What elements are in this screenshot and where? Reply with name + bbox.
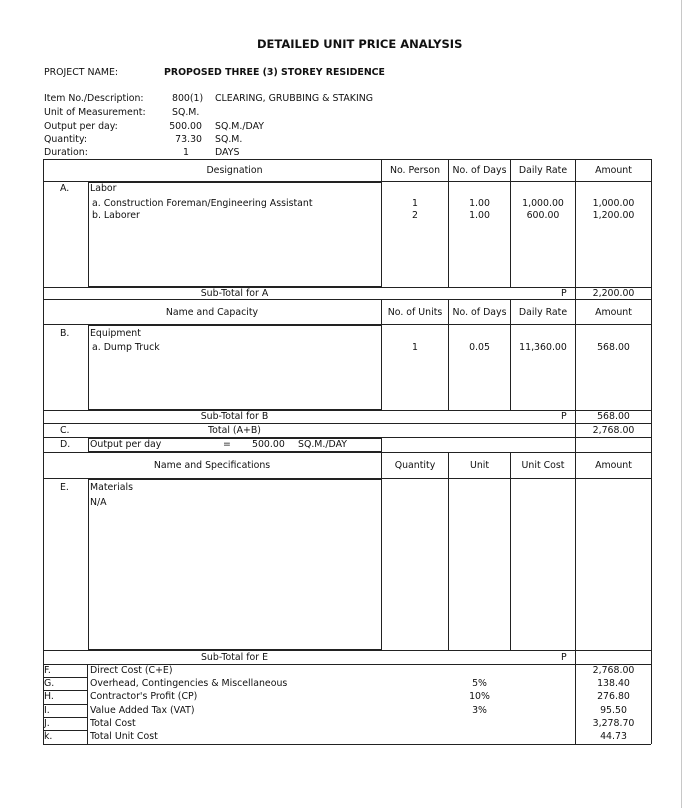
output-value: 500.00 bbox=[169, 121, 202, 132]
item-no: 800(1) bbox=[172, 93, 204, 104]
labor-header-days: No. of Days bbox=[452, 165, 507, 176]
output-row-equals: = bbox=[223, 439, 231, 450]
materials-note: N/A bbox=[90, 497, 107, 508]
equipment-header-units: No. of Units bbox=[387, 307, 443, 318]
materials-header-cost: Unit Cost bbox=[521, 460, 565, 471]
materials-letter: E. bbox=[60, 482, 69, 493]
item-label: Item No./Description: bbox=[44, 93, 144, 104]
equipment-subtotal-amount: 568.00 bbox=[597, 411, 630, 422]
equipment-letter: B. bbox=[60, 328, 70, 339]
output-row-value: 500.00 bbox=[252, 439, 285, 450]
duration-label: Duration: bbox=[44, 147, 88, 158]
materials-header-unit: Unit bbox=[469, 460, 490, 471]
materials-subtotal-p: P bbox=[561, 652, 567, 663]
equipment-subtotal-p: P bbox=[561, 411, 567, 422]
project-name-value: PROPOSED THREE (3) STOREY RESIDENCE bbox=[164, 67, 385, 78]
output-unit: SQ.M./DAY bbox=[215, 121, 265, 132]
total-letter: C. bbox=[60, 425, 70, 436]
equipment-header-days: No. of Days bbox=[452, 307, 507, 318]
equipment-header-rate: Daily Rate bbox=[518, 307, 568, 318]
output-row-label: Output per day bbox=[90, 439, 162, 450]
labor-header-amount: Amount bbox=[595, 165, 632, 176]
labor-subtotal-label: Sub-Total for A bbox=[200, 288, 269, 299]
labor-letter: A. bbox=[60, 183, 70, 194]
labor-header-designation: Designation bbox=[206, 165, 263, 176]
equipment-header-name: Name and Capacity bbox=[165, 307, 259, 318]
equipment-header-amount: Amount bbox=[595, 307, 632, 318]
duration-value: 1 bbox=[183, 147, 189, 158]
materials-header-amount: Amount bbox=[595, 460, 632, 471]
uom-value: SQ.M. bbox=[172, 107, 200, 118]
equipment-title: Equipment bbox=[90, 328, 141, 339]
uom-label: Unit of Measurement: bbox=[44, 107, 146, 118]
page-edge bbox=[681, 0, 682, 808]
total-label: Total (A+B) bbox=[208, 425, 261, 436]
labor-title: Labor bbox=[90, 183, 117, 194]
output-row-unit: SQ.M./DAY bbox=[298, 439, 348, 450]
materials-header-quantity: Quantity bbox=[394, 460, 436, 471]
quantity-label: Quantity: bbox=[44, 134, 87, 145]
labor-subtotal-amount: 2,200.00 bbox=[592, 288, 635, 299]
labor-subtotal-p: P bbox=[561, 288, 567, 299]
output-row-letter: D. bbox=[60, 439, 71, 450]
page-title: DETAILED UNIT PRICE ANALYSIS bbox=[257, 37, 463, 51]
project-name-label: PROJECT NAME: bbox=[44, 67, 119, 78]
materials-subtotal-label: Sub-Total for E bbox=[200, 652, 269, 663]
labor-header-persons: No. Person bbox=[389, 165, 441, 176]
output-label: Output per day: bbox=[44, 121, 118, 132]
labor-header-rate: Daily Rate bbox=[518, 165, 568, 176]
quantity-unit: SQ.M. bbox=[215, 134, 243, 145]
materials-title: Materials bbox=[90, 482, 133, 493]
total-amount: 2,768.00 bbox=[592, 425, 635, 436]
materials-header-name: Name and Specifications bbox=[153, 460, 271, 471]
quantity-value: 73.30 bbox=[175, 134, 202, 145]
item-description: CLEARING, GRUBBING & STAKING bbox=[215, 93, 373, 104]
equipment-subtotal-label: Sub-Total for B bbox=[200, 411, 269, 422]
duration-unit: DAYS bbox=[215, 147, 240, 158]
